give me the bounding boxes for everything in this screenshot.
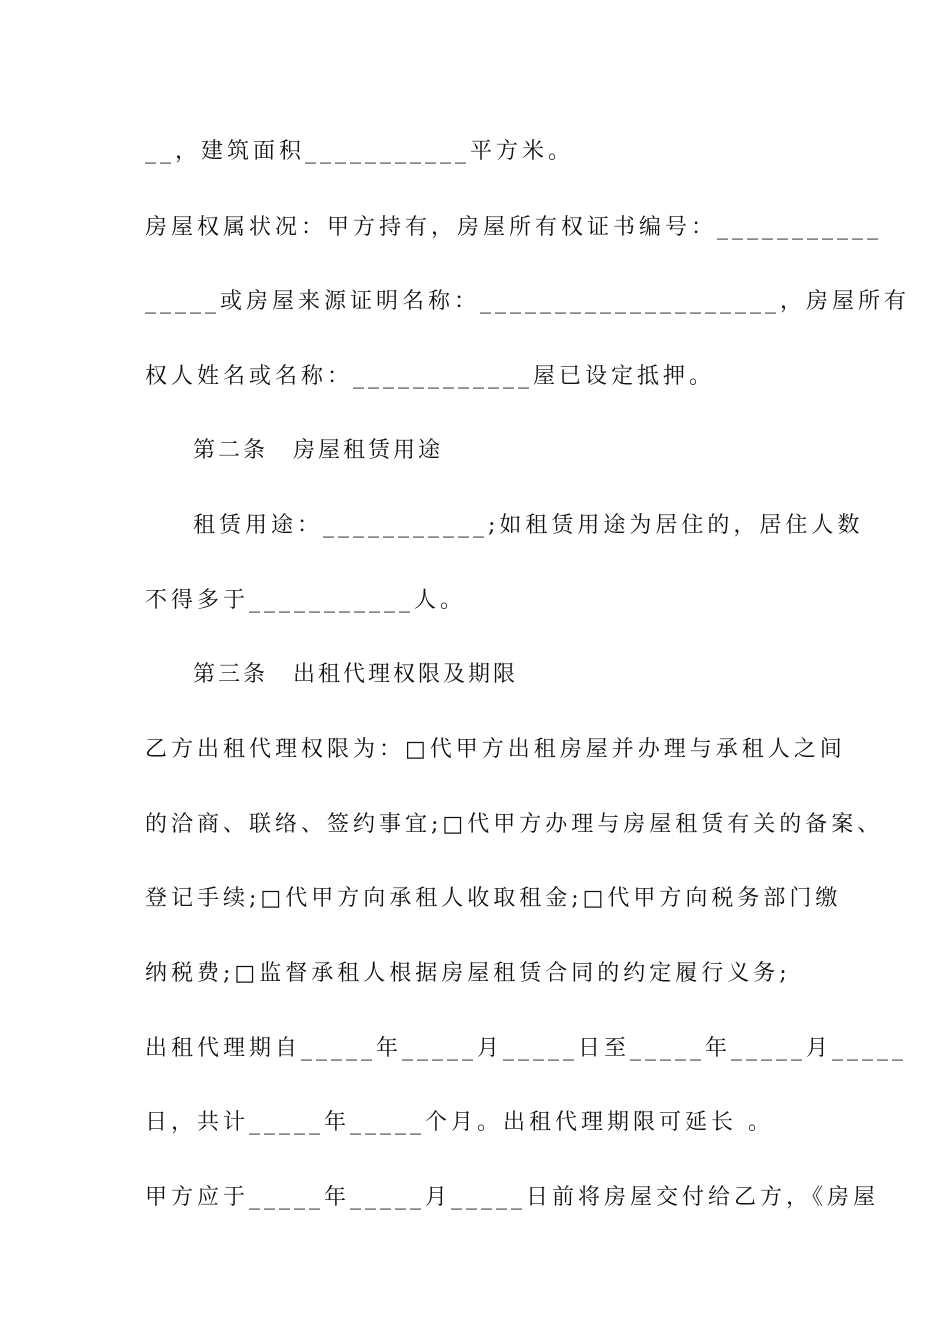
text-line-14: 日，共计_____年_____个月。出租代理期限可延长 。: [145, 1110, 774, 1135]
text-line-13: 出租代理期自_____年_____月_____日至_____年_____月_____: [145, 1036, 908, 1061]
text-line-1: __，建筑面积___________平方米。: [145, 139, 575, 164]
text-line-15: 甲方应于_____年_____月_____日前将房屋交付给乙方，《房屋: [145, 1185, 880, 1210]
section-heading-article-2: 第二条 房屋租赁用途: [193, 438, 444, 463]
text-line-12: 纳税费;□监督承租人根据房屋租赁合同的约定履行义务;: [145, 961, 791, 986]
text-line-3: _____或房屋来源证明名称：____________________，房屋所有: [145, 289, 911, 314]
text-line-7: 不得多于___________人。: [145, 588, 467, 613]
text-line-4: 权人姓名或名称：____________屋已设定抵押。: [145, 364, 716, 389]
text-line-6: 租赁用途：___________;如租赁用途为居住的，居住人数: [193, 513, 864, 538]
section-heading-article-3: 第三条 出租代理权限及期限: [193, 662, 519, 687]
text-line-2: 房屋权属状况：甲方持有，房屋所有权证书编号：___________: [145, 215, 883, 240]
text-line-9: 乙方出租代理权限为：□代甲方出租房屋并办理与承租人之间: [145, 737, 846, 762]
text-line-11: 登记手续;□代甲方向承租人收取租金;□代甲方向税务部门缴: [145, 886, 842, 911]
text-line-10: 的洽商、联络、签约事宜;□代甲方办理与房屋租赁有关的备案、: [145, 812, 884, 837]
